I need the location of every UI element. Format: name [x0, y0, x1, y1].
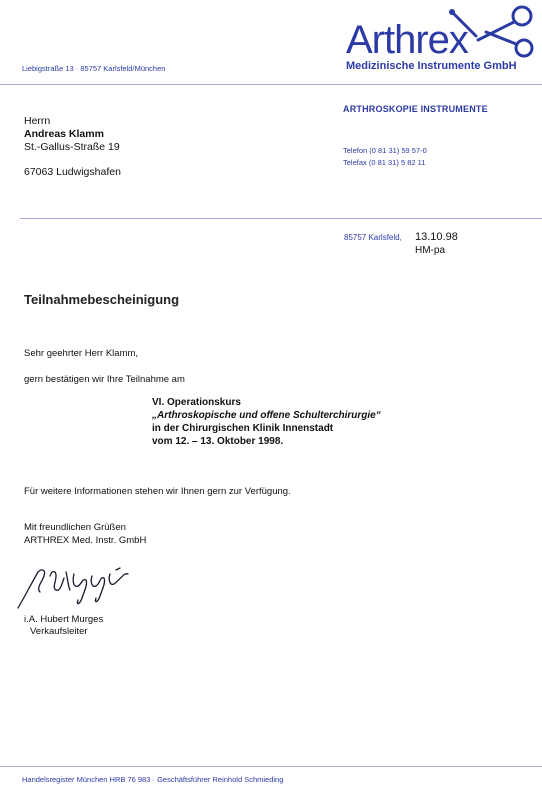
- department-label: ARTHROSKOPIE INSTRUMENTE: [343, 104, 488, 114]
- letter-intro: gern bestätigen wir Ihre Teilnahme am: [24, 374, 185, 385]
- header-rule: [0, 84, 542, 85]
- handwritten-signature: [16, 562, 146, 614]
- logo-wordmark: Arthrex: [346, 18, 468, 62]
- surgical-instrument-icon: [430, 2, 540, 64]
- course-dates: vom 12. – 13. Oktober 1998.: [152, 436, 284, 447]
- letter-greeting: Sehr geehrter Herr Klamm,: [24, 348, 139, 359]
- recipient-city: 67063 Ludwigshafen: [24, 166, 121, 178]
- course-name: „Arthroskopische und offene Schulterchirurgie“: [152, 410, 381, 421]
- course-title: VI. Operationskurs: [152, 397, 241, 408]
- sender-address-line: Liebigstraße 13 · 85757 Karlsfeld/München: [22, 64, 166, 73]
- closing-formula: Mit freundlichen Grüßen: [24, 522, 126, 533]
- footer-registry: Handelsregister München HRB 76 983 · Geschäftsführer Reinhold Schmieding: [22, 775, 284, 784]
- letter-subject: Teilnahmebescheinigung: [24, 292, 180, 307]
- company-name: ARTHREX Med. Instr. GmbH: [24, 535, 147, 546]
- address-rule: [20, 218, 542, 219]
- recipient-salutation: Herrn: [24, 115, 51, 127]
- phone-number: Telefon (0 81 31) 59 57-0: [343, 146, 427, 155]
- arthrex-logo: [344, 2, 540, 82]
- recipient-street: St.-Gallus-Straße 19: [24, 141, 120, 153]
- footer-rule: [0, 766, 542, 767]
- fax-number: Telefax (0 81 31) 5 82 11: [343, 158, 426, 167]
- recipient-name: Andreas Klamm: [24, 128, 104, 140]
- letter-date: 13.10.98: [415, 231, 458, 243]
- letter-place: 85757 Karlsfeld,: [344, 233, 402, 242]
- logo-subtitle: Medizinische Instrumente GmbH: [346, 60, 517, 72]
- course-location: in der Chirurgischen Klinik Innenstadt: [152, 423, 334, 434]
- info-sentence: Für weitere Informationen stehen wir Ihnen gern zur Verfügung.: [24, 486, 291, 497]
- signatory-name: i.A. Hubert Murges: [24, 614, 104, 625]
- signatory-title: Verkaufsleiter: [30, 626, 88, 637]
- letter-reference: HM-pa: [415, 245, 446, 256]
